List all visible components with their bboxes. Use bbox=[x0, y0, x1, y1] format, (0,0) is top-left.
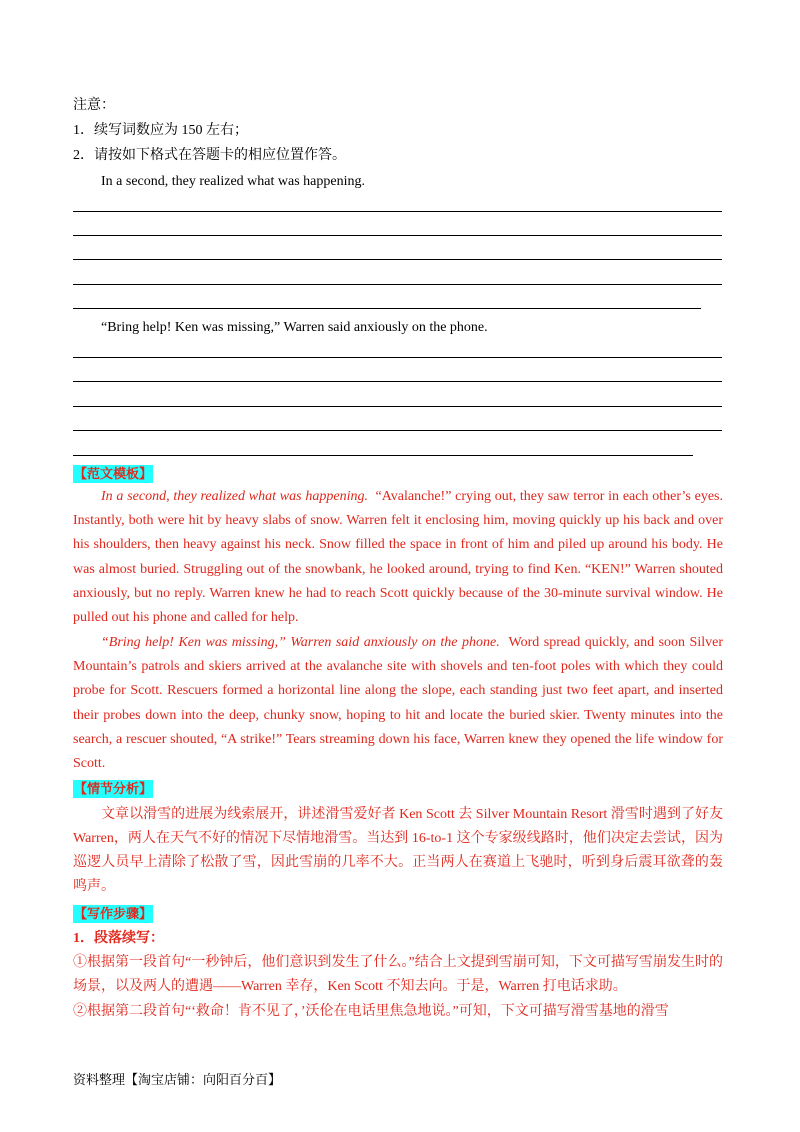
answer-line bbox=[73, 211, 722, 212]
prompt-first: In a second, they realized what was happening. bbox=[101, 174, 365, 189]
plot-text: 文章以滑雪的进展为线索展开，讲述滑雪爱好者 Ken Scott 去 Silver Mountain Resort 滑雪时遇到了好友 Warren，两人在天气不好的情况下尽情地滑雪。当达到 16-to-1 这个专家级线路时，他们决定去尝试，因为巡逻人员早上清除了松散了雪，因此雪崩的几率不大。正当两人在赛道上飞驰时，听到身后震耳欲聋的轰鸣声。 bbox=[73, 807, 723, 894]
model-paragraph-2 bbox=[73, 631, 723, 776]
answer-line bbox=[73, 430, 722, 431]
steps-item-2: ②根据第二段首句“‘救命！肯不见了，’沃伦在电话里焦急地说。”可知，下文可描写滑雪基地的滑雪 bbox=[73, 1004, 669, 1019]
steps-heading: 1．段落续写： bbox=[73, 931, 164, 946]
prompt-second: “Bring help! Ken was missing,” Warren said anxiously on the phone. bbox=[101, 320, 488, 335]
model-paragraph-1 bbox=[73, 485, 723, 630]
steps-tag: 【写作步骤】 bbox=[74, 906, 153, 921]
answer-line bbox=[73, 259, 722, 260]
answer-line bbox=[73, 235, 722, 236]
model-p2-body: Word spread quickly, and soon Silver Mountain’s patrols and skiers arrived at the avalanche site with shovels and ten-foot poles with which they could probe for Scott. Rescuers formed a horizontal line along the slope, each standing just two feet apart, and inserted their probes down into the deep, chunky snow, hoping to hit and locate the buried skier. Twenty minutes into the search, a rescuer shouted, “A strike!” Tears streaming down his face, Warren knew they opened the life window for Scott. bbox=[73, 635, 724, 772]
plot-tag: 【情节分析】 bbox=[74, 781, 153, 796]
answer-line bbox=[73, 308, 701, 309]
notes-item-1: 1．续写词数应为 150 左右； bbox=[73, 123, 248, 138]
footer-source: 资料整理【淘宝店铺：向阳百分百】 bbox=[73, 1072, 282, 1087]
model-p2-lead: “Bring help! Ken was missing,” Warren said anxiously on the phone. bbox=[101, 635, 500, 650]
answer-line bbox=[73, 455, 693, 456]
notes-item-2: 2．请按如下格式在答题卡的相应位置作答。 bbox=[73, 148, 346, 163]
answer-line bbox=[73, 357, 722, 358]
model-p1-body: “Avalanche!” crying out, they saw terror in each other’s eyes. Instantly, both were hit by heavy slabs of snow. Warren felt it enclosing him, moving quickly up his back and over his shoulders, then heavy against his neck. Snow filled the space in front of him and piled up around his body. He was almost buried. Struggling out of the snowbank, he looked around, trying to find Ken. “KEN!” Warren shouted anxiously, but no reply. Warren knew he had to reach Scott quickly because of the 30-minute survival window. He pulled out his phone and called for help. bbox=[73, 489, 723, 626]
steps-item-1: ①根据第一段首句“一秒钟后，他们意识到发生了什么。”结合上文提到雪崩可知，下文可描写雪崩发生时的场景，以及两人的遭遇——Warren 幸存，Ken Scott 不知去向。于是，Warren 打电话求助。 bbox=[73, 955, 723, 994]
notes-title: 注意： bbox=[73, 98, 115, 113]
answer-line bbox=[73, 406, 722, 407]
answer-line bbox=[73, 284, 722, 285]
answer-line bbox=[73, 381, 722, 382]
model-tag: 【范文模板】 bbox=[74, 466, 153, 481]
model-p1-lead: In a second, they realized what was happening. bbox=[101, 489, 368, 504]
